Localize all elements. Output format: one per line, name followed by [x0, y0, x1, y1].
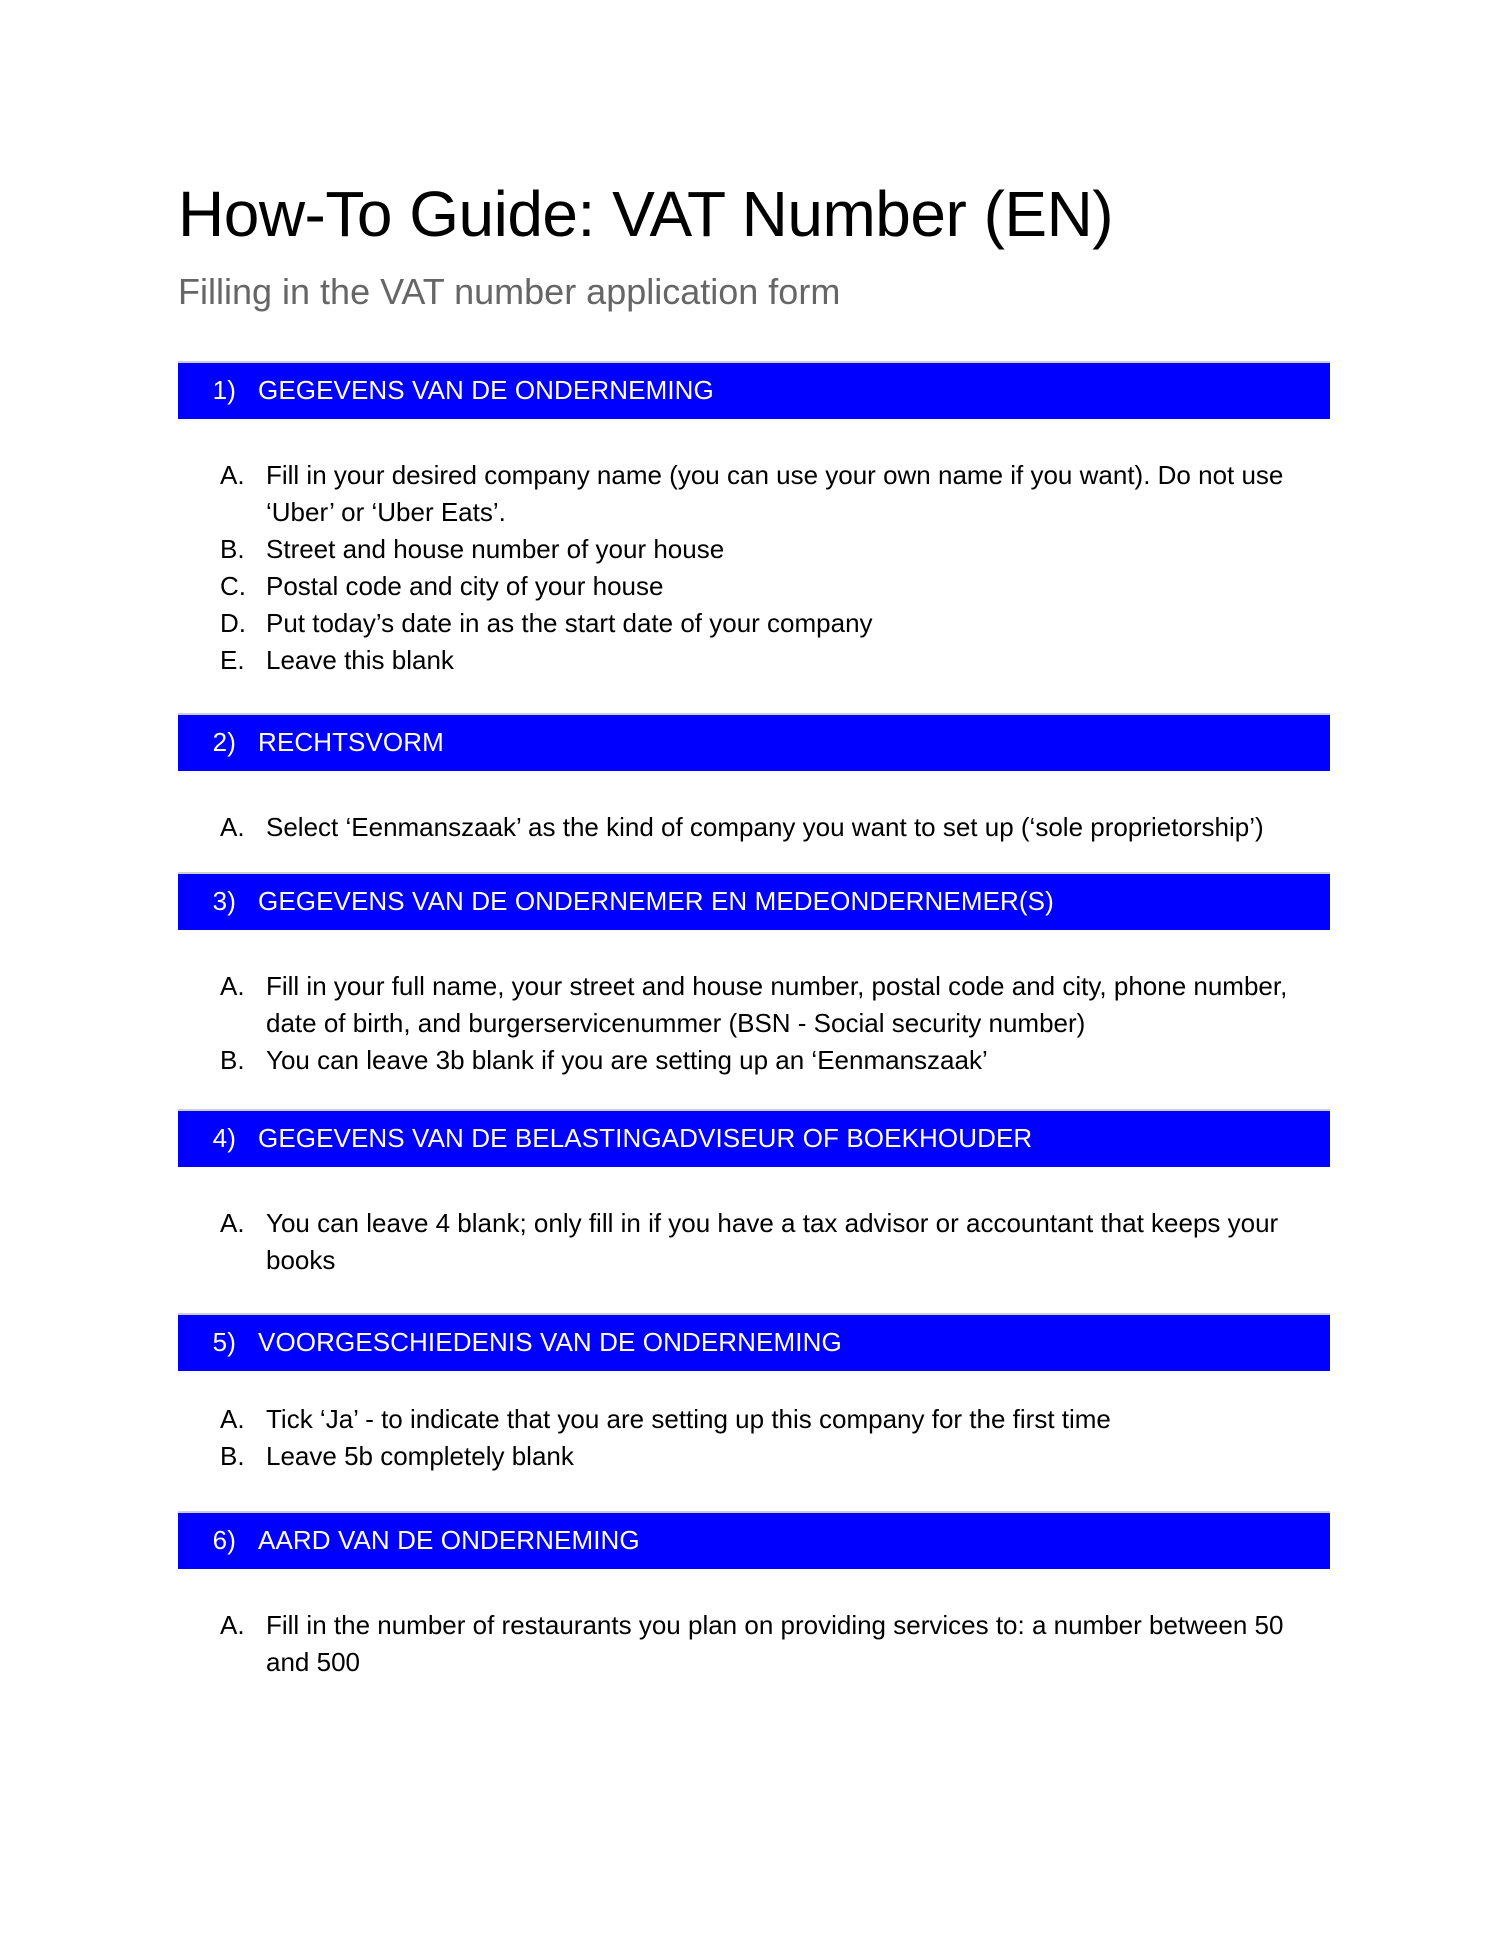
list-item: [178, 642, 1330, 679]
list-item: [178, 1401, 1330, 1438]
list-item-text: Postal code and city of your house: [266, 570, 664, 601]
list-item-letter: A.: [220, 1609, 245, 1640]
section-header: [178, 1313, 1330, 1371]
list-item-letter: A.: [220, 1207, 245, 1238]
list-item-letter: A.: [220, 970, 245, 1001]
list-item: [178, 457, 1330, 531]
list-item: [178, 605, 1330, 642]
section-header: [178, 1511, 1330, 1569]
section-heading: AARD VAN DE ONDERNEMING: [258, 1525, 640, 1556]
section-header: [178, 713, 1330, 771]
list-item-letter: A.: [220, 811, 245, 842]
sections-container: [178, 361, 1330, 1681]
list-item-text: Fill in the number of restaurants you plan on providing services to: a number between 50 and 500: [266, 1609, 1284, 1677]
section: [178, 713, 1330, 846]
instruction-list: [178, 457, 1330, 679]
section-number: 5): [212, 1327, 236, 1358]
list-item-letter: D.: [220, 607, 246, 638]
instruction-list: [178, 809, 1330, 846]
section-number: 6): [212, 1525, 236, 1556]
list-item-text: Leave 5b completely blank: [266, 1440, 574, 1471]
section: [178, 1109, 1330, 1279]
section-heading: VOORGESCHIEDENIS VAN DE ONDERNEMING: [258, 1327, 842, 1358]
section-heading: RECHTSVORM: [258, 727, 444, 758]
list-item: [178, 1205, 1330, 1279]
instruction-list: [178, 1205, 1330, 1279]
page-subtitle: Filling in the VAT number application form: [178, 270, 841, 312]
instruction-list: [178, 1401, 1330, 1475]
section: [178, 1511, 1330, 1681]
section-header: [178, 872, 1330, 930]
list-item-text: Leave this blank: [266, 644, 454, 675]
list-item-letter: B.: [220, 1440, 245, 1471]
list-item-text: You can leave 4 blank; only fill in if you have a tax advisor or accountant that keeps your books: [266, 1207, 1279, 1275]
section: [178, 1313, 1330, 1475]
document-page: [178, 178, 1330, 1681]
section-number: 2): [212, 727, 236, 758]
section: [178, 872, 1330, 1079]
list-item-letter: A.: [220, 459, 245, 490]
list-item: [178, 809, 1330, 846]
list-item-letter: C.: [220, 570, 246, 601]
list-item-text: Street and house number of your house: [266, 533, 725, 564]
list-item-letter: A.: [220, 1403, 245, 1434]
section-heading: GEGEVENS VAN DE BELASTINGADVISEUR OF BOEKHOUDER: [258, 1123, 1033, 1154]
instruction-list: [178, 1607, 1330, 1681]
list-item-text: Fill in your full name, your street and house number, postal code and city, phone number, date of birth, and burgerservicenummer (BSN - Social security number): [266, 970, 1288, 1038]
list-item-text: Fill in your desired company name (you can use your own name if you want). Do not use ‘Uber’ or ‘Uber Eats’.: [266, 459, 1284, 527]
list-item-letter: B.: [220, 533, 245, 564]
list-item: [178, 968, 1330, 1042]
section-header: [178, 1109, 1330, 1167]
section-number: 3): [212, 886, 236, 917]
section-number: 1): [212, 375, 236, 406]
instruction-list: [178, 968, 1330, 1079]
list-item: [178, 1607, 1330, 1681]
list-item: [178, 531, 1330, 568]
list-item: [178, 1042, 1330, 1079]
page-title: How-To Guide: VAT Number (EN): [178, 178, 1114, 250]
section-header: [178, 361, 1330, 419]
list-item-text: Tick ‘Ja’ - to indicate that you are setting up this company for the first time: [266, 1403, 1111, 1434]
list-item-letter: E.: [220, 644, 245, 675]
section-heading: GEGEVENS VAN DE ONDERNEMER EN MEDEONDERNEMER(S): [258, 886, 1054, 917]
section-heading: GEGEVENS VAN DE ONDERNEMING: [258, 375, 714, 406]
list-item-text: Select ‘Eenmanszaak’ as the kind of company you want to set up (‘sole proprietorship’): [266, 811, 1264, 842]
list-item: [178, 1438, 1330, 1475]
section-number: 4): [212, 1123, 236, 1154]
list-item-text: Put today’s date in as the start date of your company: [266, 607, 873, 638]
list-item: [178, 568, 1330, 605]
section: [178, 361, 1330, 679]
list-item-letter: B.: [220, 1044, 245, 1075]
list-item-text: You can leave 3b blank if you are setting up an ‘Eenmanszaak’: [266, 1044, 988, 1075]
